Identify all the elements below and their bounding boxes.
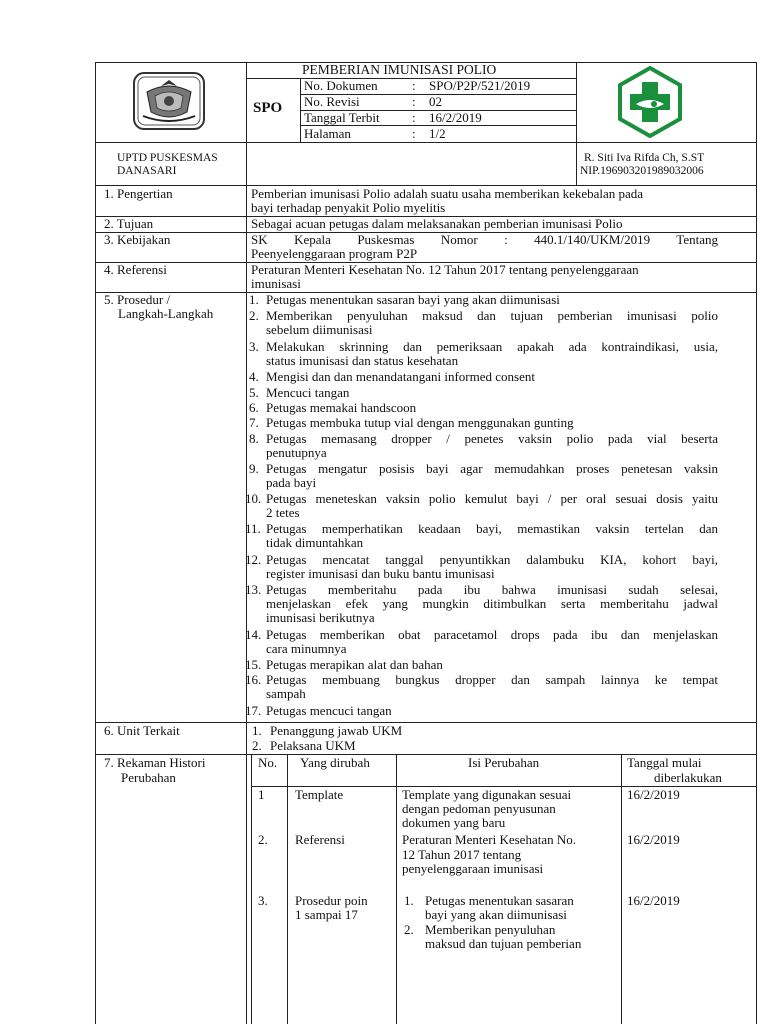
step-text: imunisasi berikutnya (266, 610, 375, 625)
step-number: 1. (249, 292, 259, 307)
doc-field-label: No. Revisi (304, 94, 360, 109)
step-text: Petugas menentukan sasaran bayi yang akan diimunisasi (266, 292, 560, 307)
history-row-date: 16/2/2019 (627, 893, 680, 908)
kebijakan-text: Peenyelenggaraan program P2P (251, 246, 418, 261)
doc-field-sep: : (412, 78, 416, 93)
history-header-content: Isi Perubahan (468, 755, 540, 770)
history-row-changed: Referensi (295, 832, 345, 847)
doc-field-value: SPO/P2P/521/2019 (429, 78, 531, 93)
regency-coat-of-arms-logo (133, 72, 205, 130)
step-text: Petugas memperhatikan keadaan bayi, memastikan vaksin tertelan dan (266, 521, 718, 536)
step-number: 8. (249, 431, 259, 446)
history-header-no: No. (258, 755, 278, 770)
doc-field-label: Halaman (304, 126, 351, 141)
step-number: 4. (249, 369, 259, 384)
history-row-no: 3. (258, 893, 268, 908)
doc-field-label: Tanggal Terbit (304, 110, 380, 125)
step-number: 6. (249, 400, 259, 415)
history-row-changed: Template (295, 787, 344, 802)
doc-field-value: 02 (429, 94, 442, 109)
step-number: 13. (245, 582, 262, 597)
history-row-content: Petugas menentukan sasaran (425, 893, 574, 908)
step-text: register imunisasi dan buku bantu imunisasi (266, 566, 495, 581)
section-label-tujuan: 2. Tujuan (104, 216, 154, 231)
history-row-date: 16/2/2019 (627, 832, 680, 847)
history-row-content: bayi yang akan diimunisasi (425, 907, 567, 922)
step-number: 17. (245, 703, 262, 718)
step-text: penutupnya (266, 445, 327, 460)
history-row-content: Peraturan Menteri Kesehatan No. (402, 832, 576, 847)
step-text: Petugas memberikan obat paracetamol drops pada ibu dan menjelaskan (266, 627, 718, 642)
step-number: 7. (249, 415, 259, 430)
history-row-changed: 1 sampai 17 (295, 907, 358, 922)
step-number: 16. (245, 672, 262, 687)
step-text: pada bayi (266, 475, 317, 490)
section-label-kebijakan: 3. Kebijakan (104, 232, 171, 247)
step-text: sebelum diimunisasi (266, 322, 373, 337)
step-text: status imunisasi dan status kesehatan (266, 353, 459, 368)
pengertian-text: Pemberian imunisasi Polio adalah suatu usaha memberikan kekebalan pada (251, 186, 644, 201)
health-cross-logo (614, 66, 686, 138)
history-row-content: maksud dan tujuan pemberian (425, 936, 582, 951)
unit-number: 2. (252, 738, 262, 753)
section-label-rekaman: Perubahan (121, 770, 176, 785)
step-text: menjelaskan efek yang mungkin ditimbulkan serta memberitahu jadwal (266, 596, 718, 611)
history-row-no: 2. (258, 832, 268, 847)
unit-number: 1. (252, 723, 262, 738)
doc-field-sep: : (412, 94, 416, 109)
step-text: Petugas mengatur posisis bayi agar memudahkan proses penetesan vaksin (266, 461, 718, 476)
history-header-date: Tanggal mulai (627, 755, 702, 770)
referensi-text: Peraturan Menteri Kesehatan No. 12 Tahun 2017 tentang penyelenggaraan (251, 262, 639, 277)
history-row-content-number: 1. (404, 893, 414, 908)
spo-label: SPO (253, 100, 283, 116)
history-row-content-number: 2. (404, 922, 414, 937)
history-row-content: dengan pedoman penyusunan (402, 801, 556, 816)
history-header-date: diberlakukan (654, 770, 722, 785)
section-label-prosedur: 5. Prosedur / (104, 292, 171, 307)
step-number: 5. (249, 385, 259, 400)
section-label-unit-terkait: 6. Unit Terkait (104, 723, 180, 738)
step-text: Mengisi dan dan menandatangani informed consent (266, 369, 535, 384)
signer-nip: NIP.196903201989032006 (580, 165, 704, 177)
history-header-changed: Yang dirubah (300, 755, 370, 770)
step-number: 15. (245, 657, 262, 672)
step-number: 2. (249, 308, 259, 323)
step-number: 10. (245, 491, 262, 506)
step-text: cara minumnya (266, 641, 347, 656)
doc-field-sep: : (412, 110, 416, 125)
step-text: sampah (266, 686, 306, 701)
step-text: Petugas membuka tutup vial dengan menggunakan gunting (266, 415, 574, 430)
tujuan-text: Sebagai acuan petugas dalam melaksanakan pemberian imunisasi Polio (251, 216, 623, 231)
step-text: Petugas memakai handscoon (266, 400, 417, 415)
step-text: Petugas membuang bungkus dropper dan sampah lainnya ke tempat (266, 672, 718, 687)
doc-field-sep: : (412, 126, 416, 141)
history-row-content: dokumen yang baru (402, 815, 506, 830)
step-number: 14. (245, 627, 262, 642)
org-name: UPTD PUSKESMAS (117, 152, 218, 164)
section-label-referensi: 4. Referensi (104, 262, 167, 277)
history-row-changed: Prosedur poin (295, 893, 368, 908)
history-row-date: 16/2/2019 (627, 787, 680, 802)
doc-field-value: 1/2 (429, 126, 446, 141)
referensi-text: imunisasi (251, 276, 301, 291)
step-text: Memberikan penyuluhan maksud dan tujuan pemberian imunisasi polio (266, 308, 718, 323)
history-row-content: 12 Tahun 2017 tentang (402, 847, 522, 862)
step-text: Petugas meneteskan vaksin polio kemulut bayi / per oral sesuai dosis yaitu (266, 491, 718, 506)
step-text: Petugas memasang dropper / penetes vaksin polio pada vial beserta (266, 431, 718, 446)
section-label-pengertian: 1. Pengertian (104, 186, 173, 201)
step-text: 2 tetes (266, 505, 300, 520)
doc-field-value: 16/2/2019 (429, 110, 482, 125)
kebijakan-text: SK Kepala Puskesmas Nomor : 440.1/140/UKM/2019 Tentang (251, 232, 718, 247)
pengertian-text: bayi terhadap penyakit Polio myelitis (251, 200, 446, 215)
step-text: Petugas mencatat tanggal penyuntikkan dalambuku KIA, kohort bayi, (266, 552, 718, 567)
doc-field-label: No. Dokumen (304, 78, 378, 93)
step-number: 12. (245, 552, 262, 567)
document-title: PEMBERIAN IMUNISASI POLIO (302, 62, 497, 77)
signer-name: R. Siti Iva Rifda Ch, S.ST (584, 152, 705, 164)
org-name: DANASARI (117, 165, 177, 177)
step-number: 3. (249, 339, 259, 354)
history-row-no: 1 (258, 787, 265, 802)
step-text: Mencuci tangan (266, 385, 350, 400)
unit-item: Penanggung jawab UKM (270, 723, 403, 738)
unit-item: Pelaksana UKM (270, 738, 356, 753)
step-text: Petugas mencuci tangan (266, 703, 392, 718)
step-text: tidak dimuntahkan (266, 535, 364, 550)
step-text: Petugas merapikan alat dan bahan (266, 657, 443, 672)
section-label-prosedur: Langkah-Langkah (118, 306, 214, 321)
history-row-content: Memberikan penyuluhan (425, 922, 556, 937)
step-number: 9. (249, 461, 259, 476)
history-row-content: Template yang digunakan sesuai (402, 787, 572, 802)
step-number: 11. (245, 521, 261, 536)
step-text: Petugas memberitahu pada ibu bahwa imunisasi sudah selesai, (266, 582, 718, 597)
history-row-content: penyelenggaraan imunisasi (402, 861, 544, 876)
step-text: Melakukan skrinning dan pemeriksaan apakah ada kontraindikasi, usia, (266, 339, 718, 354)
section-label-rekaman: 7. Rekaman Histori (104, 755, 206, 770)
